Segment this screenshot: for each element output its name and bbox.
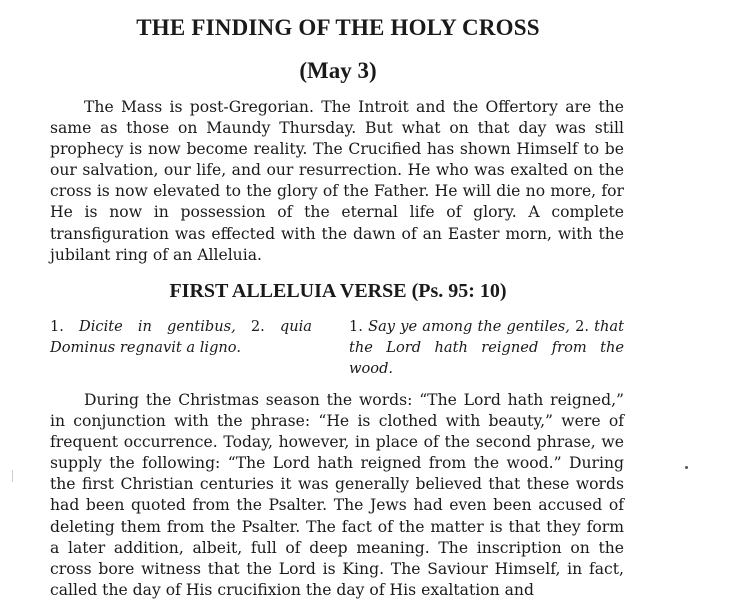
intro-paragraph: The Mass is post-Gregorian. The Introit and the Offertory are the same as those on Maundy Thursday. But what on that day was still prophecy is now become reality. The Crucified has shown Himself to be our salvation, our life, and our resurrection. He who was exalted on the cross is now elevated to the glory of the Father. He will die no more, for He is now in possession of the eternal life of glory. A complete transfiguration was effected with the dawn of an Easter morn, with the jubilant ring of an Alleluia. xyxy=(50,98,624,264)
english-verse-number-2: 2. xyxy=(575,318,589,335)
margin-mark xyxy=(12,470,13,482)
section-heading: FIRST ALLELUIA VERSE (Ps. 95: 10) xyxy=(169,280,507,302)
page-title: THE FINDING OF THE HOLY CROSS xyxy=(136,15,540,40)
english-verse-number-1: 1. xyxy=(349,318,363,335)
latin-verse-text-1: Dicite in gentibus, xyxy=(79,318,236,335)
english-verse-text-1: Say ye among the gentiles, xyxy=(368,318,570,335)
english-verse-text-2: that the Lord hath reigned from the wood. xyxy=(349,318,625,377)
feast-date: (May 3) xyxy=(299,58,377,83)
latin-verse-number-2: 2. xyxy=(250,318,265,335)
latin-verse xyxy=(50,316,312,358)
commentary-paragraph: During the Christmas season the words: “The Lord hath reigned,” in conjunction with the phrase: “He is clothed with beauty,” were of frequent occurrence. Today, however, in place of the second phrase, we supply the following: “The Lord hath reigned from the wood.” During the first Christian centuries it was generally believed that these words had been quoted from the Psalter. The Jews had even been accused of deleting them from the Psalter. The fact of the matter is that they form a later addition, albeit, full of deep meaning. The inscription on the cross bore witness that the Lord is King. The Saviour Himself, in fact, called the day of His crucifixion the day of His exaltation and xyxy=(50,391,624,599)
latin-verse-number-1: 1. xyxy=(50,318,64,335)
english-verse xyxy=(349,316,624,379)
scan-speck xyxy=(685,466,688,469)
latin-verse-text-2: quia Dominus regnavit a ligno. xyxy=(50,318,312,356)
